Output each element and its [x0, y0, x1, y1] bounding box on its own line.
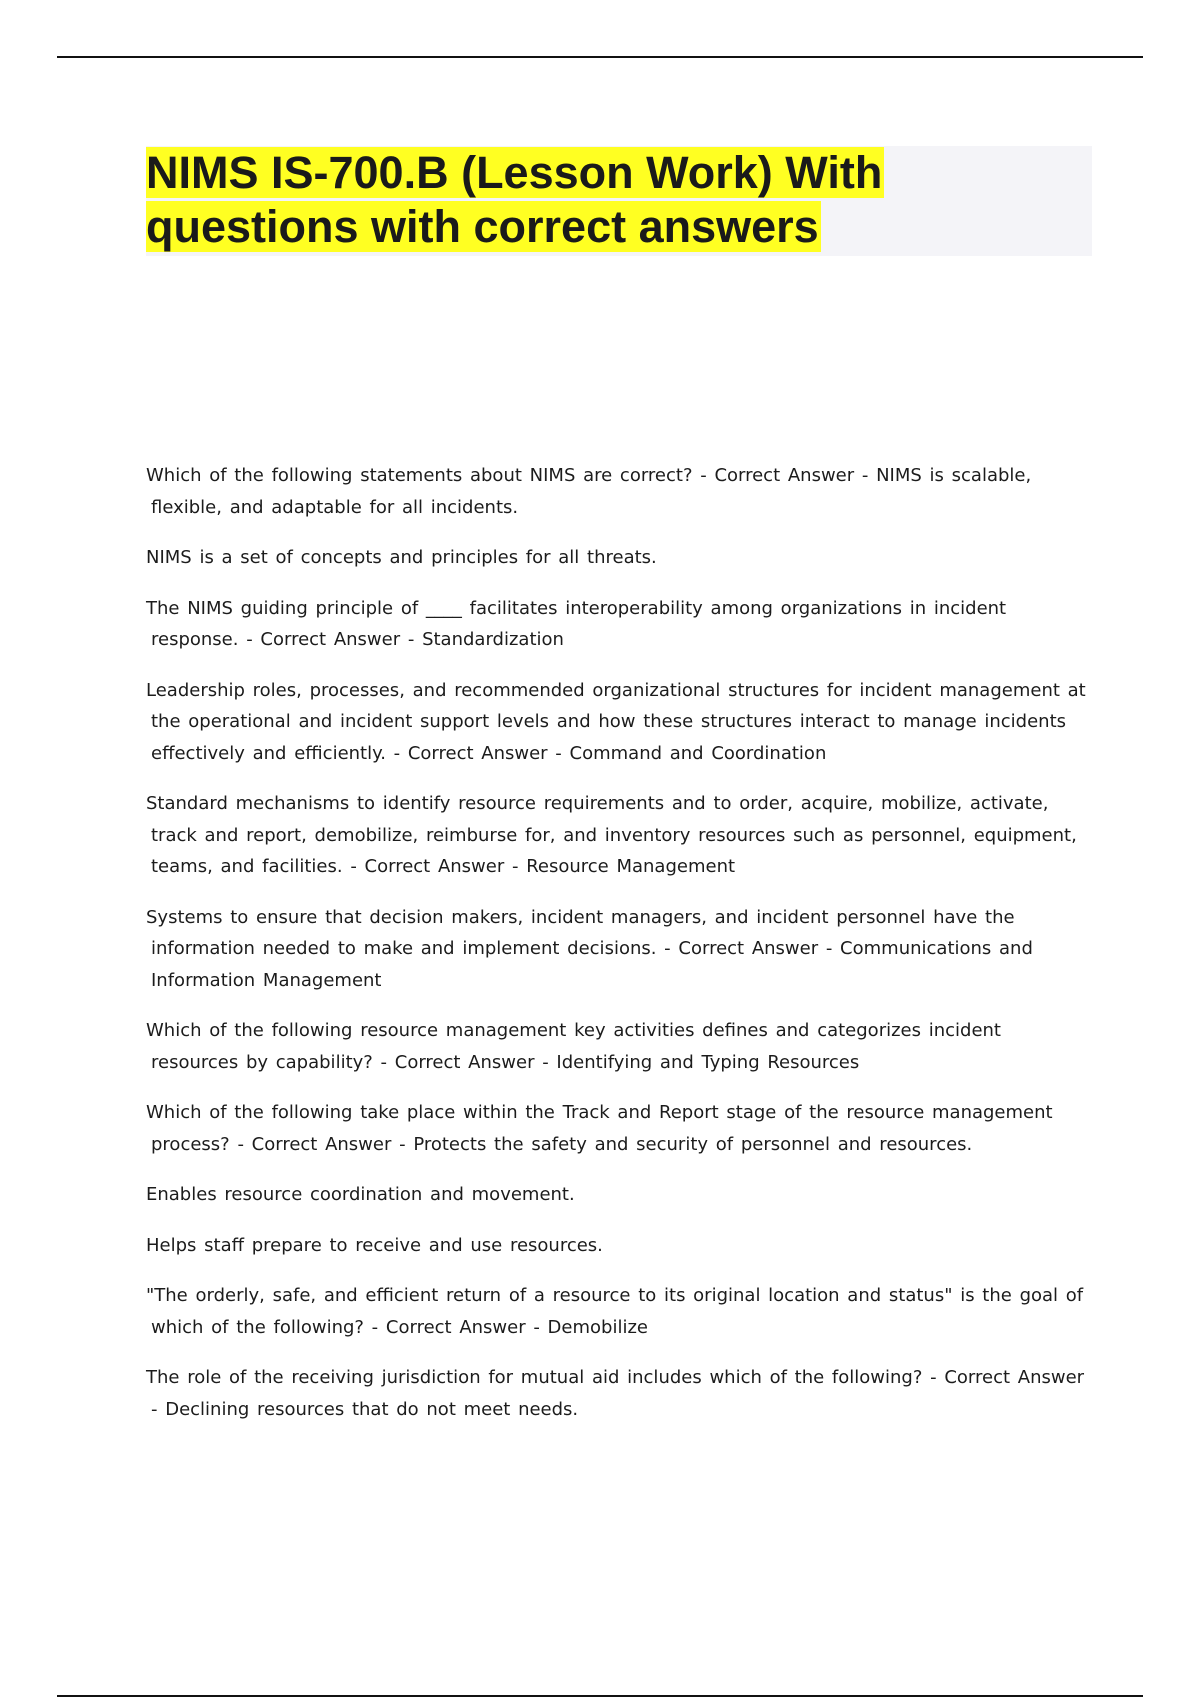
- top-rule: [57, 56, 1143, 58]
- title-highlight: NIMS IS-700.B (Lesson Work) With questions with correct answers: [146, 147, 883, 252]
- qa-paragraph-3: The NIMS guiding principle of ____ facilitates interoperability among organizations in incident response. - Correct Answer - Standardization: [146, 597, 1007, 650]
- qa-paragraph-8: Which of the following take place within the Track and Report stage of the resource management process? - Correct Answer - Protects the safety and security of personnel and resources.: [146, 1102, 1053, 1155]
- document-title: [146, 146, 946, 254]
- bottom-rule: [57, 1695, 1143, 1697]
- qa-paragraph-7: Which of the following resource management key activities defines and categorizes incident resources by capability? - Correct Answer - Identifying and Typing Resources: [146, 1020, 1001, 1073]
- qa-paragraph-12: The role of the receiving jurisdiction for mutual aid includes which of the following? - Correct Answer - Declining resources that do not meet needs.: [146, 1367, 1085, 1420]
- qa-paragraph-11: "The orderly, safe, and efficient return of a resource to its original location and status" is the goal of which of the following? - Correct Answer - Demobilize: [146, 1285, 1084, 1338]
- qa-content: [146, 460, 1091, 1444]
- qa-paragraph-4: Leadership roles, processes, and recommended organizational structures for incident management at the operational and incident support levels and how these structures interact to manage incidents effectively and efficiently. - Correct Answer - Command and Coordination: [146, 679, 1086, 764]
- qa-paragraph-10: Helps staff prepare to receive and use resources.: [146, 1234, 603, 1256]
- qa-paragraph-2: NIMS is a set of concepts and principles for all threats.: [146, 547, 657, 568]
- qa-paragraph-1: Which of the following statements about NIMS are correct? - Correct Answer - NIMS is scalable, flexible, and adaptable for all incidents.: [146, 465, 1032, 518]
- qa-paragraph-6: Systems to ensure that decision makers, incident managers, and incident personnel have the information needed to make and implement decisions. - Correct Answer - Communications and Information Management: [146, 906, 1033, 991]
- qa-paragraph-5: Standard mechanisms to identify resource requirements and to order, acquire, mobilize, activate, track and report, demobilize, reimburse for, and inventory resources such as personnel, equipment, teams, and facilities. - Correct Answer - Resource Management: [146, 793, 1077, 877]
- title-block: [146, 146, 1092, 256]
- qa-paragraph-9: Enables resource coordination and movement.: [146, 1184, 575, 1205]
